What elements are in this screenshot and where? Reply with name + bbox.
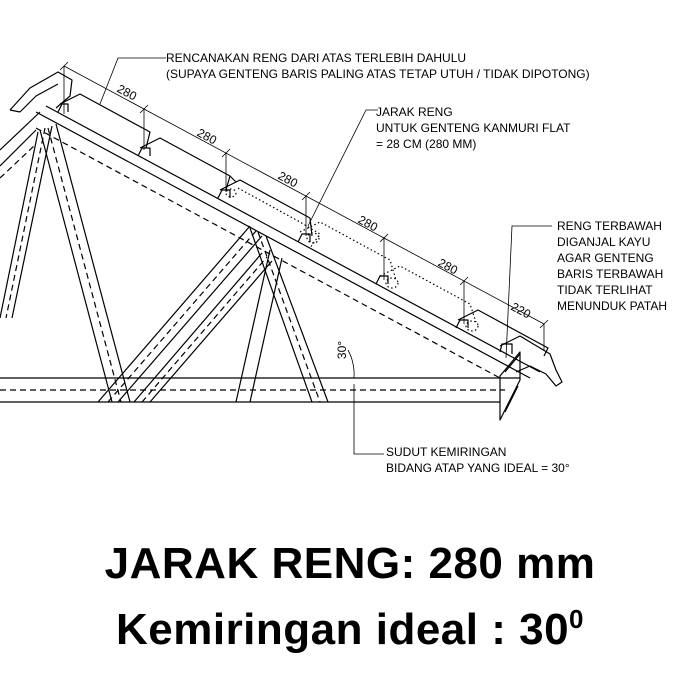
angle-arc	[348, 350, 360, 378]
note-top-line1: RENCANAKAN RENG DARI ATAS TERLEBIH DAHULU	[166, 51, 467, 65]
headline-slope-text: Kemiringan ideal : 30	[115, 605, 570, 654]
headline-degree-superscript: 0	[569, 604, 585, 634]
tie-beam	[0, 378, 520, 402]
leader-lines	[100, 58, 552, 454]
note-right-line1: RENG TERBAWAH	[557, 219, 662, 233]
annotation-batten-spacing	[376, 105, 571, 151]
note-bottom-line2: BIDANG ATAP YANG IDEAL = 30°	[386, 461, 570, 475]
left-rafter	[0, 112, 40, 178]
annotation-roof-angle	[386, 445, 570, 475]
dimension-label: 280	[114, 81, 140, 104]
eave-fascia	[500, 352, 520, 420]
note-mid-line2: UNTUK GENTENG KANMURI FLAT	[376, 121, 571, 135]
note-right-line5: TIDAK TERLIHAT	[557, 283, 653, 297]
dimension-label: 280	[355, 212, 381, 235]
angle-label: 30°	[335, 340, 349, 360]
dimension-label: 280	[194, 125, 220, 148]
dimension-labels	[115, 82, 534, 322]
ridge-tile	[10, 72, 72, 112]
note-bottom-line1: SUDUT KEMIRINGAN	[386, 445, 507, 459]
annotation-top	[166, 51, 590, 81]
note-mid-line3: = 28 CM (280 MM)	[376, 137, 477, 151]
roof-tiles	[60, 94, 562, 386]
note-right-line4: BARIS TERBAWAH	[557, 267, 664, 281]
annotation-lowest-batten	[557, 219, 667, 313]
note-right-line6: MENUNDUK PATAH	[557, 299, 668, 313]
headline-batten-spacing: JARAK RENG: 280 mm	[104, 539, 596, 588]
dimension-label: 280	[435, 255, 461, 278]
note-right-line2: DIGANJAL KAYU	[557, 235, 651, 249]
headline-ideal-slope	[0, 606, 700, 652]
note-mid-line1: JARAK RENG	[376, 105, 453, 119]
truss-web-members	[0, 124, 328, 402]
dimension-label: 280	[275, 168, 301, 191]
dimension-line	[60, 62, 548, 350]
note-top-line2: (SUPAYA GENTENG BARIS PALING ATAS TETAP UTUH / TIDAK DIPOTONG)	[166, 67, 590, 81]
dimension-label: 220	[508, 299, 534, 322]
note-right-line3: AGAR GENTENG	[557, 251, 654, 265]
